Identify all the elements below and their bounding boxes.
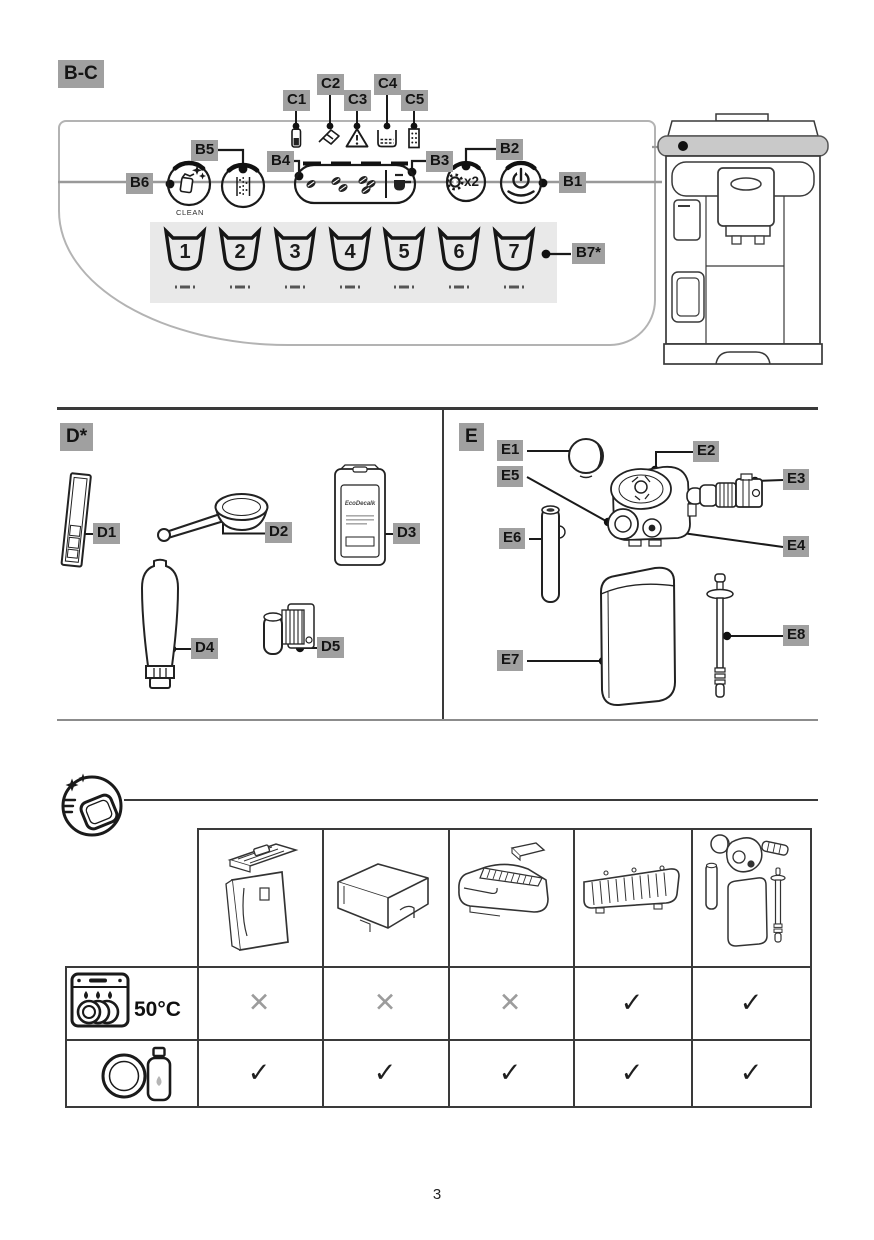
table-mark: ✓ — [739, 987, 763, 1019]
label-e6: E6 — [499, 528, 525, 549]
label-b7: B7* — [572, 243, 605, 264]
table-mark: ✓ — [620, 1057, 644, 1089]
label-b4: B4 — [267, 151, 294, 172]
label-c1: C1 — [283, 90, 310, 111]
label-b3: B3 — [426, 151, 453, 172]
table-mark: ✕ — [247, 987, 271, 1019]
label-d4: D4 — [191, 638, 218, 659]
double-shot-text: x2 — [464, 174, 480, 189]
label-c4: C4 — [374, 74, 401, 95]
page-number: 3 — [432, 1186, 442, 1203]
label-c5: C5 — [401, 90, 428, 111]
drink-option-3: 3 — [289, 241, 301, 263]
grounds-container-drawing — [338, 864, 428, 932]
cleaning-section-icon — [63, 774, 121, 836]
label-b1: B1 — [559, 172, 586, 193]
section-label-e: E — [459, 423, 484, 451]
label-d5: D5 — [317, 637, 344, 658]
label-e4: E4 — [783, 536, 809, 557]
label-c3: C3 — [344, 90, 371, 111]
table-mark: ✓ — [247, 1057, 271, 1089]
label-d2: D2 — [265, 522, 292, 543]
drink-option-6: 6 — [453, 241, 465, 263]
label-e2: E2 — [693, 441, 719, 462]
drink-option-7: 7 — [508, 241, 520, 263]
descaler-brand-text: EcoDecalk — [344, 501, 376, 507]
label-e3: E3 — [783, 469, 809, 490]
drink-option-4: 4 — [344, 241, 356, 263]
clean-caption: CLEAN — [175, 208, 204, 217]
label-e7: E7 — [497, 650, 523, 671]
label-d3: D3 — [393, 523, 420, 544]
drink-option-1: 1 — [179, 241, 191, 263]
table-mark: ✕ — [498, 987, 522, 1019]
table-mark: ✓ — [620, 987, 644, 1019]
table-mark: ✓ — [373, 1057, 397, 1089]
label-d1: D1 — [93, 523, 120, 544]
hand-rinse-icon — [103, 1048, 170, 1100]
dishwasher-temperature: 50°C — [134, 998, 181, 1021]
label-e1: E1 — [497, 440, 523, 461]
drip-tray-drawing — [459, 843, 548, 916]
table-mark: ✕ — [373, 987, 397, 1019]
label-b5: B5 — [191, 140, 218, 161]
label-c2: C2 — [317, 74, 344, 95]
drink-option-2: 2 — [234, 241, 246, 263]
label-b2: B2 — [496, 139, 523, 160]
label-e5: E5 — [497, 466, 523, 487]
label-e8: E8 — [783, 625, 809, 646]
section-label-bc: B-C — [58, 60, 104, 88]
drink-option-5: 5 — [398, 241, 410, 263]
cup-tray-drawing — [584, 866, 679, 913]
water-tank-drawing — [226, 844, 296, 950]
table-mark: ✓ — [498, 1057, 522, 1089]
milk-carafe-parts-drawing — [706, 835, 789, 946]
table-mark: ✓ — [739, 1057, 763, 1089]
label-b6: B6 — [126, 173, 153, 194]
section-label-d: D* — [60, 423, 93, 451]
dishwasher-icon — [72, 974, 128, 1026]
